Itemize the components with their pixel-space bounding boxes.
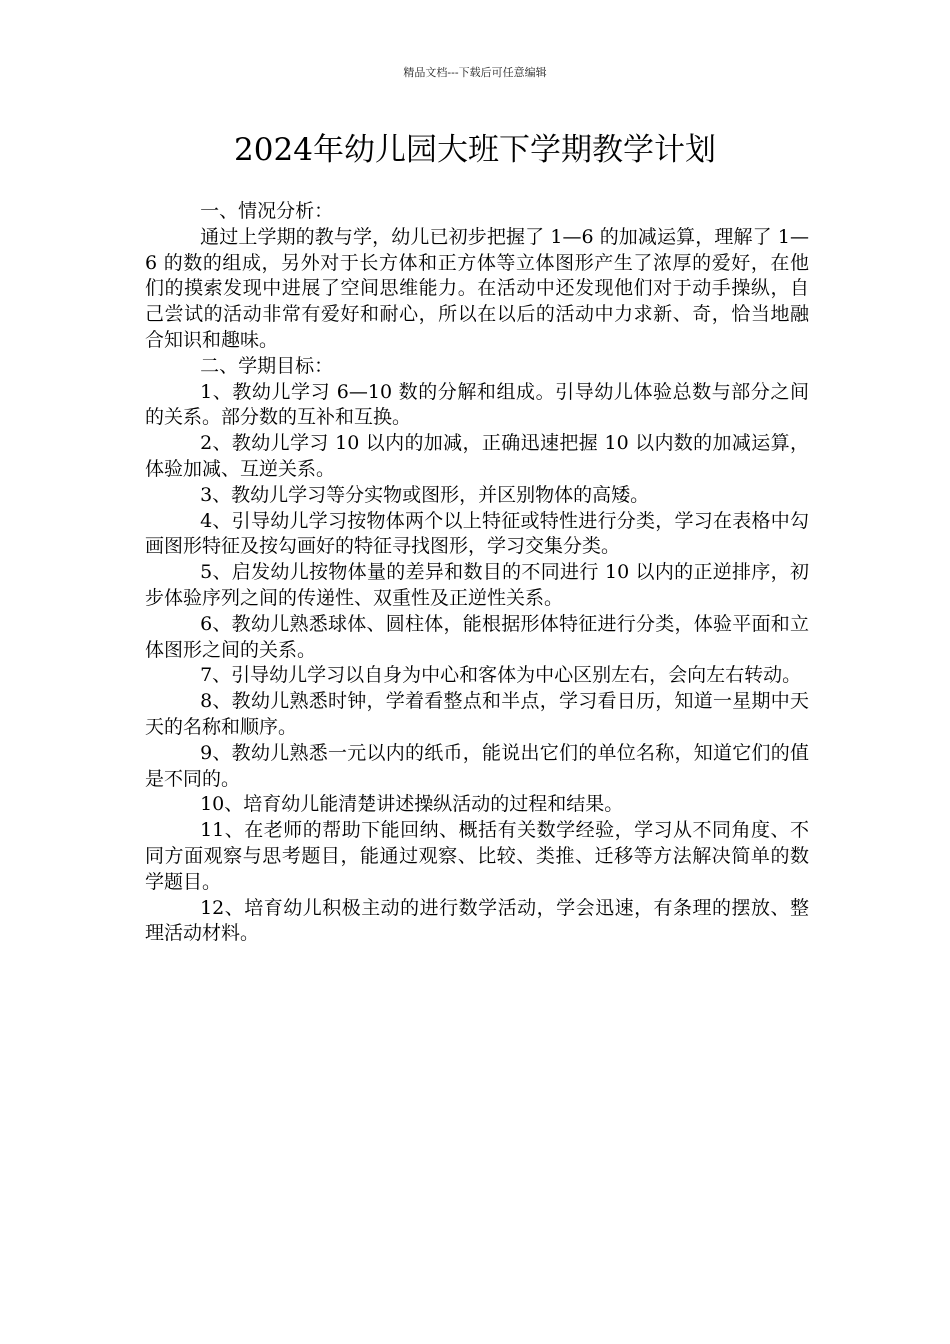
paragraph-situation: 通过上学期的教与学，幼儿已初步把握了 1—6 的加减运算，理解了 1—6 的数的组成，另外对于长方体和正方体等立体图形产生了浓厚的爱好，在他们的摸索发现中进展了空间思维能力。在活动中还发现他们对于动手操纵，自己尝试的活动非常有爱好和耐心，所以在以后的活动中力求新、奇，恰当地融合知识和趣味。 — [145, 225, 809, 351]
goal-item-2: 2、教幼儿学习 10 以内的加减，正确迅速把握 10 以内数的加减运算，体验加减、互逆关系。 — [145, 432, 809, 480]
goal-item-3: 3、教幼儿学习等分实物或图形，并区别物体的高矮。 — [200, 483, 650, 506]
goal-item-11: 11、在老师的帮助下能回纳、概括有关数学经验，学习从不同角度、不同方面观察与思考题目，能通过观察、比较、类推、迁移等方法解决简单的数学题目。 — [145, 819, 809, 893]
goal-item-4: 4、引导幼儿学习按物体两个以上特征或特性进行分类，学习在表格中勾画图形特征及按勾画好的特征寻找图形，学习交集分类。 — [145, 509, 809, 558]
goal-item-10: 10、培育幼儿能清楚讲述操纵活动的过程和结果。 — [200, 793, 624, 816]
goal-item-7: 7、引导幼儿学习以自身为中心和客体为中心区别左右，会向左右转动。 — [200, 664, 802, 687]
section-heading-goals: 二、学期目标： — [200, 354, 334, 377]
goal-item-9: 9、教幼儿熟悉一元以内的纸币，能说出它们的单位名称，知道它们的值是不同的。 — [145, 741, 809, 790]
goal-item-1: 1、教幼儿学习 6—10 数的分解和组成。引导幼儿体验总数与部分之间的关系。部分数的互补和互换。 — [145, 380, 809, 429]
goal-item-6: 6、教幼儿熟悉球体、圆柱体，能根据形体特征进行分类，体验平面和立体图形之间的关系。 — [145, 612, 809, 661]
goal-item-5: 5、启发幼儿按物体量的差异和数目的不同进行 10 以内的正逆排序，初步体验序列之间的传递性、双重性及正逆性关系。 — [145, 561, 809, 609]
goal-item-12: 12、培育幼儿积极主动的进行数学活动，学会迅速，有条理的摆放、整理活动材料。 — [145, 896, 809, 945]
goal-item-8: 8、教幼儿熟悉时钟，学着看整点和半点，学习看日历，知道一星期中天天的名称和顺序。 — [145, 690, 809, 738]
section-heading-situation: 一、情况分析： — [200, 200, 334, 222]
header-note: 精品文档---下载后可任意编辑 — [403, 66, 547, 79]
page-title: 2024年幼儿园大班下学期教学计划 — [234, 132, 716, 168]
document-body — [145, 199, 809, 947]
